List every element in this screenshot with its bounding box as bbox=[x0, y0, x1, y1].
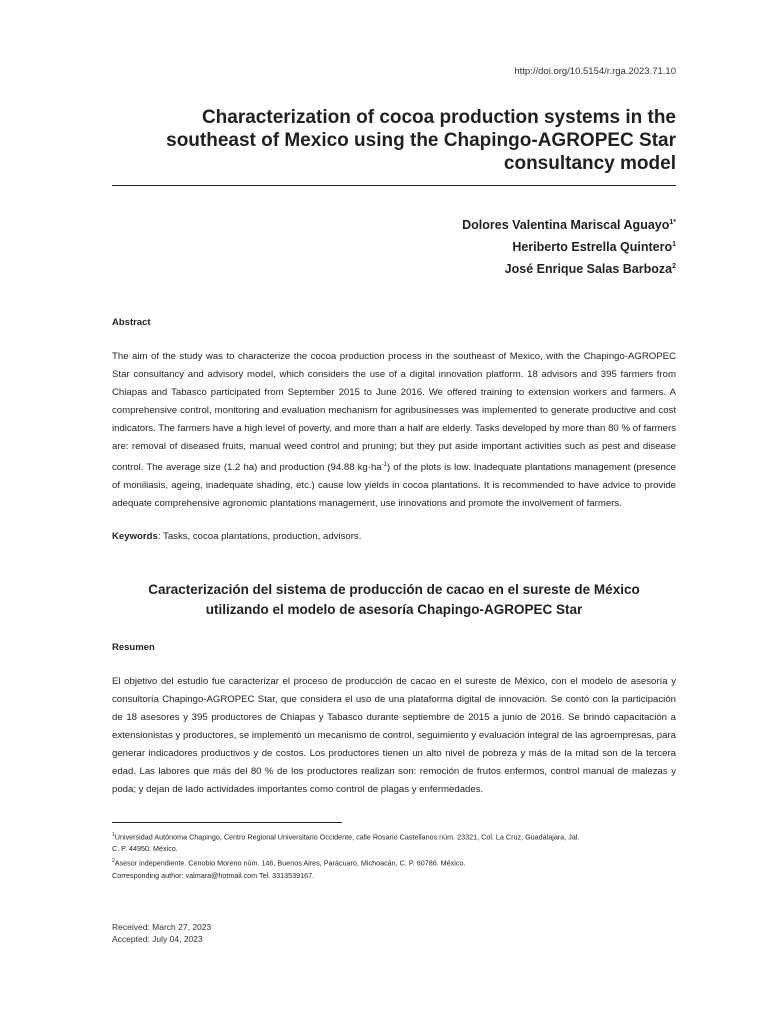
abstract-text: The aim of the study was to characterize the cocoa production process in the southeast of Mexico, with the Chapingo-AGROPEC Star consultancy and advisory model, which considers the use of a digital innovation platform. 18 advisors and 395 farmers from Chiapas and Tabasco participated from September 2015 to June 2016. We offered training to extension workers and farmers. A comprehensive control, monitoring and evaluation mechanism for agribusinesses was implemented to generate productive and cost indicators. The farmers have a high level of poverty, and more than a half are elderly. Tasks developed by more than 80 % of farmers are: removal of diseased fruits, manual weed control and pruning; but they put aside important activities such as pest and disease control. The average size (1.2 ha) and production (94.88 $kg\cdot ha^{-1}$) of the plots is low. Inadequate plantations management (presence of moniliasis, ageing, inadequate shading, etc.) cause low yields in cocoa plantations. It is recommended to have advice to provide adequate comprehensive agronomic plantations management, use innovations and promote the involvement of farmers. bbox=[112, 351, 676, 510]
author-list bbox=[462, 213, 676, 279]
author: Dolores Valentina Mariscal Aguayo$^{1*}$ bbox=[462, 218, 676, 233]
title-line-2: southeast of Mexico using the Chapingo-AGROPEC Star bbox=[166, 130, 676, 151]
article-dates bbox=[112, 921, 211, 945]
spanish-title bbox=[112, 580, 676, 620]
footnote-1: $^1$Universidad Autónoma Chapingo, Centro Regional Universitario Occidente, calle Rosario Castellanos núm. 23321, Col. La Cruz, Guadalajara, Jal. bbox=[112, 832, 580, 842]
spanish-title-line-1: Caracterización del sistema de producción de cacao en el sureste de México bbox=[148, 582, 640, 597]
footnote-divider bbox=[112, 822, 342, 823]
footnote-2: $^2$Asesor independiente. Cenobio Moreno núm. 146, Buenos Aires, Parácuaro, Michoacán, C. P. 60786. México. bbox=[112, 858, 466, 868]
spanish-title-line-2: utilizando el modelo de asesoría Chapingo-AGROPEC Star bbox=[205, 602, 583, 617]
title-divider bbox=[112, 185, 676, 186]
corresponding-author: Corresponding author: valmara@hotmail.com Tel. 3313539167. bbox=[112, 870, 315, 880]
keywords-label: Keywords bbox=[112, 531, 158, 542]
doi-link[interactable]: http://doi.org/10.5154/r.rga.2023.71.10 bbox=[514, 66, 676, 77]
author: Heriberto Estrella Quintero$^1$ bbox=[512, 240, 676, 255]
title-line-1: Characterization of cocoa production systems in the bbox=[201, 107, 676, 128]
footnotes bbox=[112, 829, 676, 882]
resumen-text: El objetivo del estudio fue caracterizar el proceso de producción de cacao en el sureste de México, con el modelo de asesoría y consultoría Chapingo-AGROPEC Star, que considera el uso de una plataforma digital de innovación. Se contó con la participación de 18 asesores y 395 productores de Chiapas y Tabasco durante septiembre de 2015 a junio de 2016. Se brindó capacitación a extensionistas y productores, se implementó un mecanismo de control, seguimiento y evaluación integral de las agroempresas, para generar indicadores productivos y de costos. Los productores tienen un alto nivel de pobreza y más de la mitad son de la tercera edad. Las labores que más del 80 % de los productores realizan son: remoción de frutos enfermos, control manual de malezas y poda; y dejan de lado actividades importantes como control de plagas y enfermedades. bbox=[112, 676, 676, 795]
keywords-text: : Tasks, cocoa plantations, production, advisors. bbox=[157, 531, 362, 542]
received-date: Received: March 27, 2023 bbox=[112, 922, 212, 932]
keywords bbox=[112, 531, 361, 542]
title-line-3: consultancy model bbox=[503, 153, 676, 174]
article-title bbox=[116, 106, 676, 175]
footnote-1-cont: C. P. 44950. México. bbox=[112, 844, 178, 854]
abstract-heading: Abstract bbox=[112, 317, 151, 328]
resumen-heading: Resumen bbox=[112, 642, 155, 653]
accepted-date: Accepted: July 04, 2023 bbox=[112, 934, 203, 944]
author: José Enrique Salas Barboza$^2$ bbox=[504, 262, 676, 277]
